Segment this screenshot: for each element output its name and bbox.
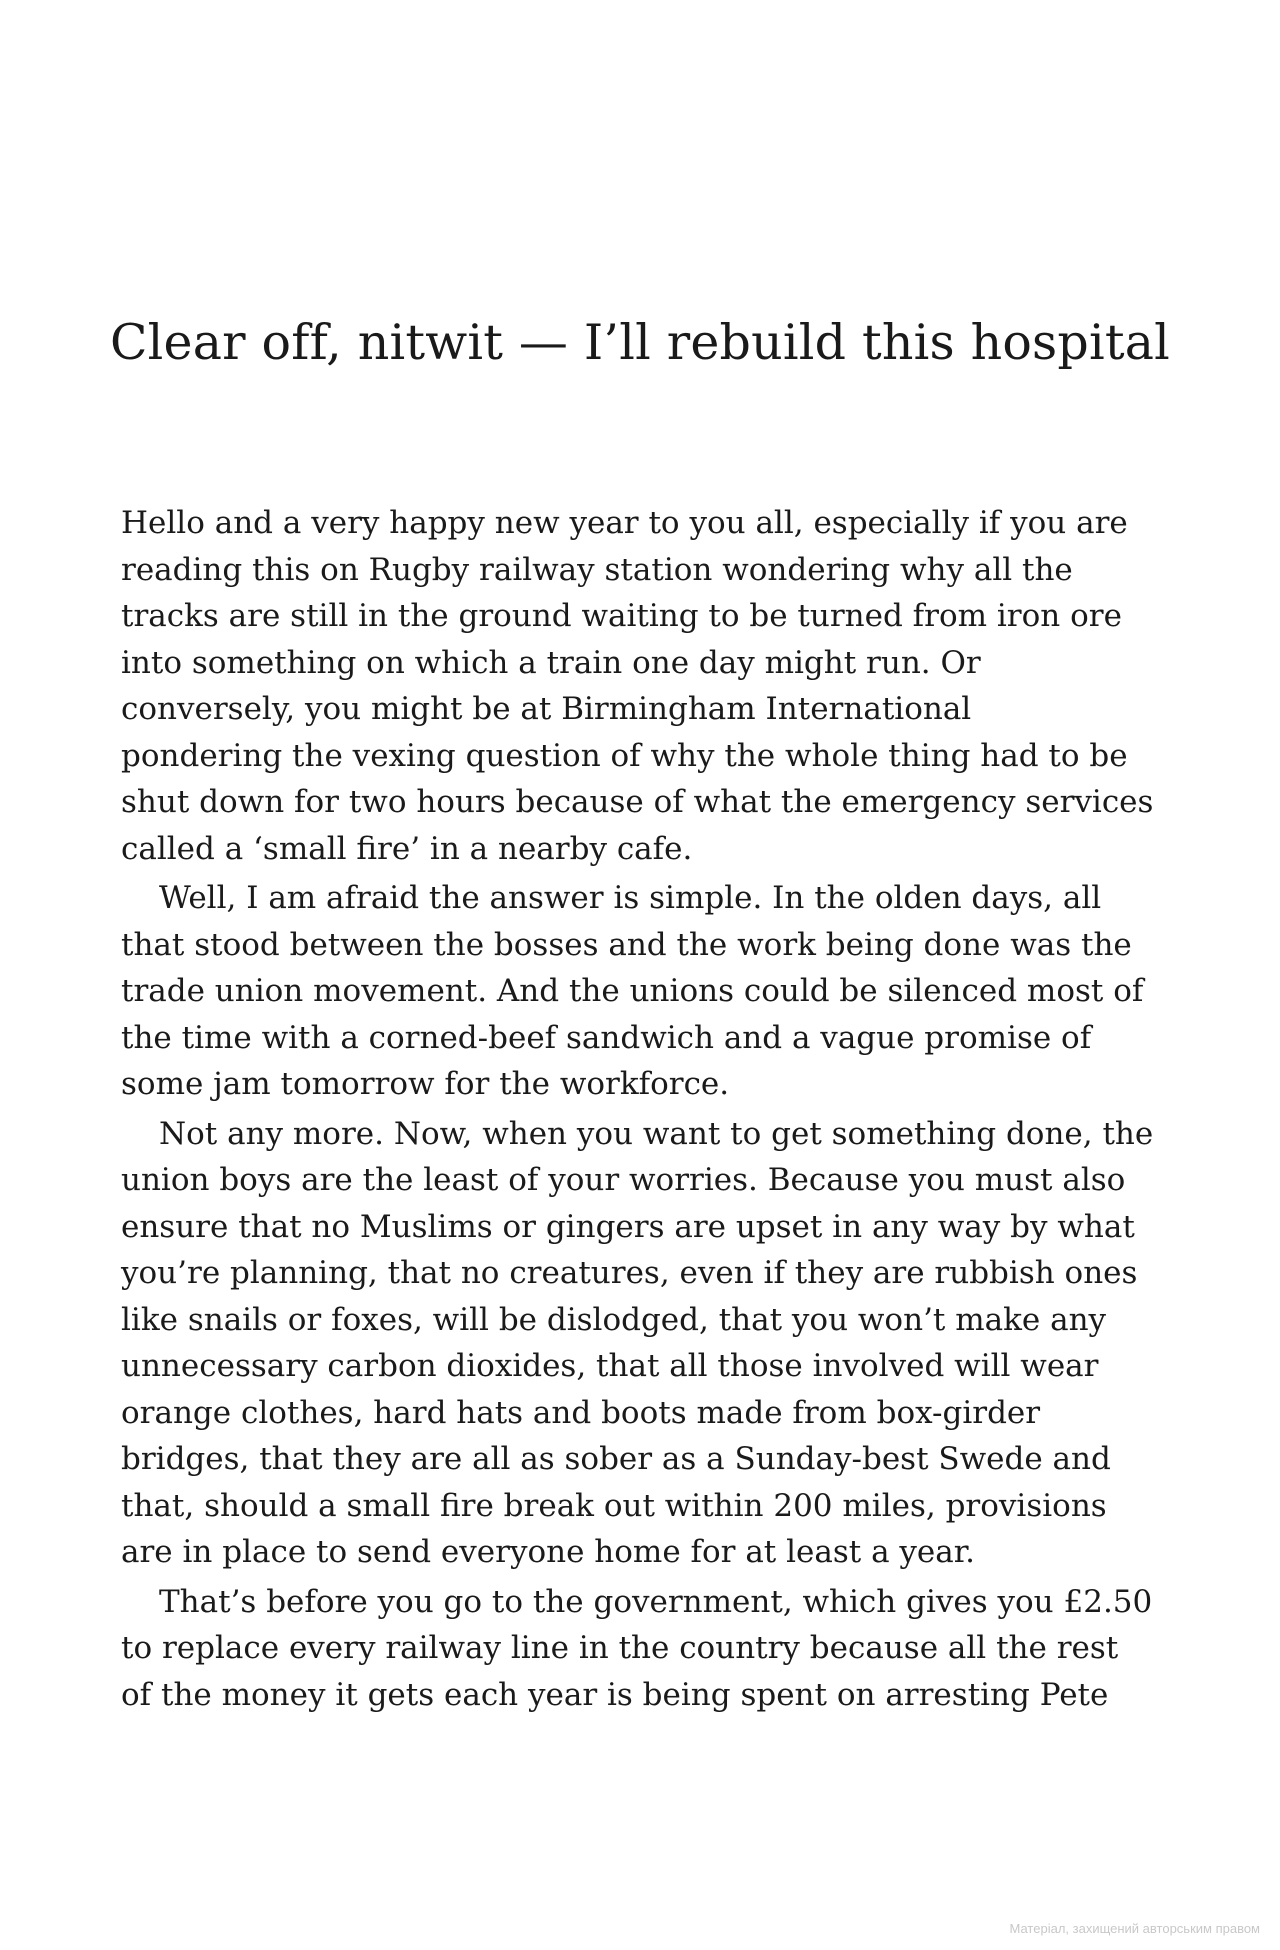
paragraph-1 xyxy=(121,500,1171,872)
paragraph-4 xyxy=(121,1579,1171,1719)
text-line: conversely, you might be at Birmingham International xyxy=(121,691,972,727)
text-line: the time with a corned-beef sandwich and a vague promise of xyxy=(121,1019,1092,1056)
text-line: to replace every railway line in the country because all the rest xyxy=(121,1630,1119,1666)
text-line: orange clothes, hard hats and boots made from box-girder xyxy=(121,1394,1041,1431)
body-text xyxy=(121,500,1171,1718)
paragraph-2 xyxy=(121,875,1171,1108)
text-line: that stood between the bosses and the work being done was the xyxy=(121,926,1132,963)
text-line: of the money it gets each year is being spent on arresting Pete xyxy=(121,1676,1109,1713)
copyright-watermark: Матеріал, захищений авторським правом xyxy=(1009,1921,1260,1936)
paragraph-3 xyxy=(121,1111,1171,1576)
text-line: you’re planning, that no creatures, even if they are rubbish ones xyxy=(121,1255,1138,1291)
text-line: reading this on Rugby railway station wondering why all the xyxy=(121,551,1073,588)
text-line: called a ‘small fire’ in a nearby cafe. xyxy=(121,830,693,867)
text-line: Not any more. Now, when you want to get something done, the xyxy=(159,1115,1154,1152)
text-line: union boys are the least of your worries. Because you must also xyxy=(121,1162,1126,1198)
text-line: unnecessary carbon dioxides, that all those involved will wear xyxy=(121,1348,1099,1384)
text-line: Well, I am afraid the answer is simple. In the olden days, all xyxy=(159,880,1102,916)
text-line: are in place to send everyone home for at least a year. xyxy=(121,1534,976,1570)
text-line: into something on which a train one day might run. Or xyxy=(121,644,981,681)
text-line: bridges, that they are all as sober as a Sunday-best Swede and xyxy=(121,1441,1111,1477)
text-line: shut down for two hours because of what the emergency services xyxy=(121,784,1154,820)
text-line: that, should a small fire break out within 200 miles, provisions xyxy=(121,1487,1107,1524)
text-line: like snails or foxes, will be dislodged, that you won’t make any xyxy=(121,1301,1107,1338)
text-line: That’s before you go to the government, which gives you £2.50 xyxy=(159,1583,1153,1620)
chapter-title: Clear off, nitwit — I’ll rebuild this hospital xyxy=(109,314,1171,371)
text-line: ensure that no Muslims or gingers are upset in any way by what xyxy=(121,1208,1135,1245)
text-line: some jam tomorrow for the workforce. xyxy=(121,1066,730,1102)
text-line: tracks are still in the ground waiting to be turned from iron ore xyxy=(121,598,1122,634)
text-line: Hello and a very happy new year to you all, especially if you are xyxy=(121,505,1128,541)
text-line: pondering the vexing question of why the whole thing had to be xyxy=(121,737,1128,774)
text-line: trade union movement. And the unions could be silenced most of xyxy=(121,973,1144,1009)
